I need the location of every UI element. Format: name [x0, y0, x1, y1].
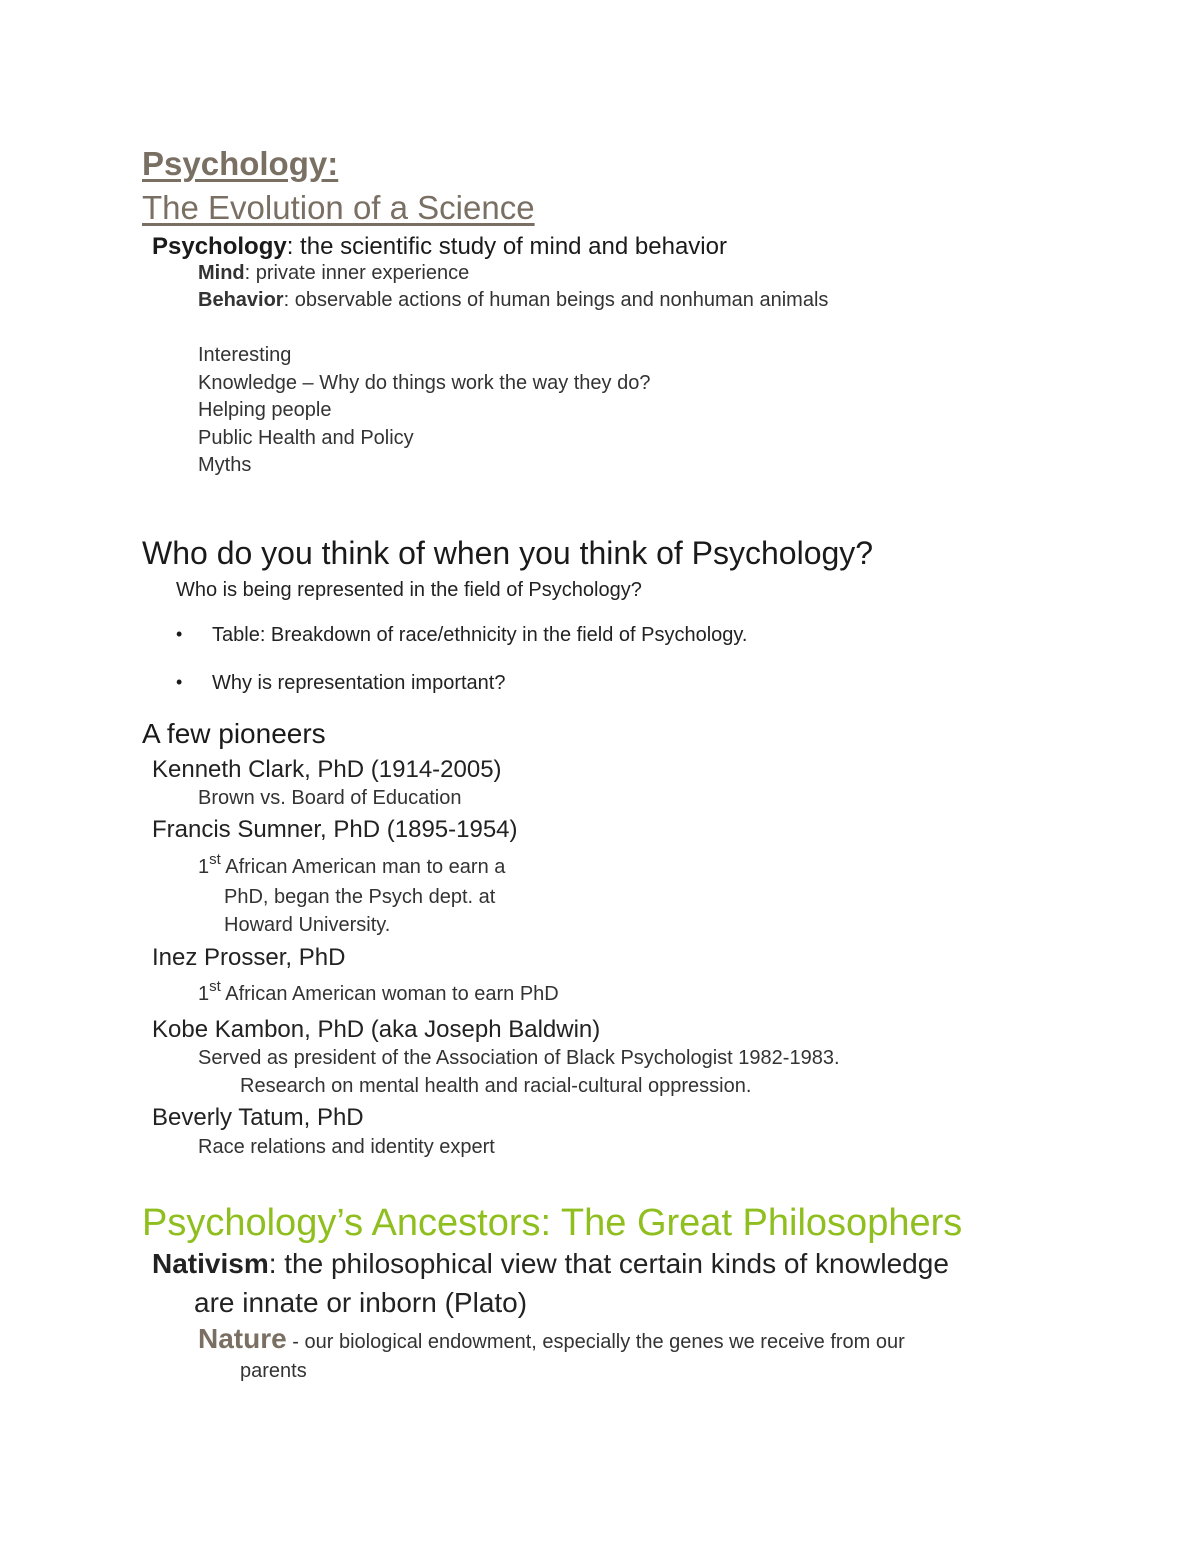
- definition-term: Psychology: [152, 233, 287, 260]
- representation-heading: Who do you think of when you think of Psychology?: [142, 535, 874, 571]
- bullet-item: Table: Breakdown of race/ethnicity in the field of Psychology.: [212, 624, 748, 646]
- reason-item: Helping people: [198, 399, 332, 421]
- pioneers-heading: A few pioneers: [142, 718, 326, 749]
- pioneer-description: Research on mental health and racial-cultural oppression.: [240, 1075, 752, 1097]
- reason-item: Public Health and Policy: [198, 427, 414, 449]
- ordinal-number: 1: [198, 856, 210, 878]
- pioneer-description: [198, 851, 506, 879]
- representation-subheading: Who is being represented in the field of Psychology?: [176, 579, 642, 601]
- mind-term: Mind: [198, 262, 245, 284]
- nativism-text: : the philosophical view that certain kinds of knowledge: [268, 1248, 949, 1279]
- pioneer-description: Served as president of the Association of Black Psychologist 1982-1983.: [198, 1047, 840, 1069]
- ordinal-suffix: st: [209, 978, 221, 995]
- mind-text: : private inner experience: [244, 262, 470, 284]
- mind-definition: [198, 262, 469, 285]
- pioneer-description: Brown vs. Board of Education: [198, 787, 462, 809]
- pioneer-description: [198, 978, 559, 1006]
- nature-definition: [198, 1323, 905, 1355]
- psychology-definition: [152, 233, 727, 261]
- pioneer-name: Beverly Tatum, PhD: [152, 1104, 364, 1131]
- page-subtitle: The Evolution of a Science: [142, 189, 535, 226]
- ordinal-number: 1: [198, 983, 210, 1005]
- reason-item: Knowledge – Why do things work the way they do?: [198, 372, 651, 394]
- pioneer-name: Kenneth Clark, PhD (1914-2005): [152, 756, 502, 783]
- description-text: African American woman to earn PhD: [225, 983, 559, 1005]
- pioneer-description: PhD, began the Psych dept. at: [224, 886, 496, 908]
- pioneer-description: Race relations and identity expert: [198, 1136, 495, 1158]
- ancestors-heading: Psychology’s Ancestors: The Great Philosophers: [142, 1202, 963, 1244]
- nature-term: Nature: [198, 1323, 287, 1354]
- behavior-definition: [198, 289, 828, 312]
- reason-item: Myths: [198, 454, 252, 476]
- bullet-icon: •: [176, 672, 183, 692]
- pioneer-name: Kobe Kambon, PhD (aka Joseph Baldwin): [152, 1016, 601, 1043]
- description-text: African American man to earn a: [225, 856, 506, 878]
- behavior-text: : observable actions of human beings and nonhuman animals: [283, 289, 829, 311]
- bullet-icon: •: [176, 624, 183, 644]
- nature-definition-cont: parents: [240, 1360, 307, 1382]
- bullet-item: Why is representation important?: [212, 672, 506, 694]
- definition-text: : the scientific study of mind and behavior: [286, 233, 727, 260]
- nativism-term: Nativism: [152, 1248, 269, 1279]
- behavior-term: Behavior: [198, 289, 284, 311]
- nature-text: - our biological endowment, especially the genes we receive from our: [286, 1331, 905, 1353]
- pioneer-name: Inez Prosser, PhD: [152, 944, 346, 971]
- nativism-definition-cont: are innate or inborn (Plato): [194, 1287, 528, 1318]
- reason-item: Interesting: [198, 344, 292, 366]
- pioneer-description: Howard University.: [224, 914, 391, 936]
- nativism-definition: [152, 1248, 949, 1280]
- page-title: Psychology:: [142, 145, 339, 182]
- pioneer-name: Francis Sumner, PhD (1895-1954): [152, 816, 518, 843]
- ordinal-suffix: st: [209, 851, 221, 868]
